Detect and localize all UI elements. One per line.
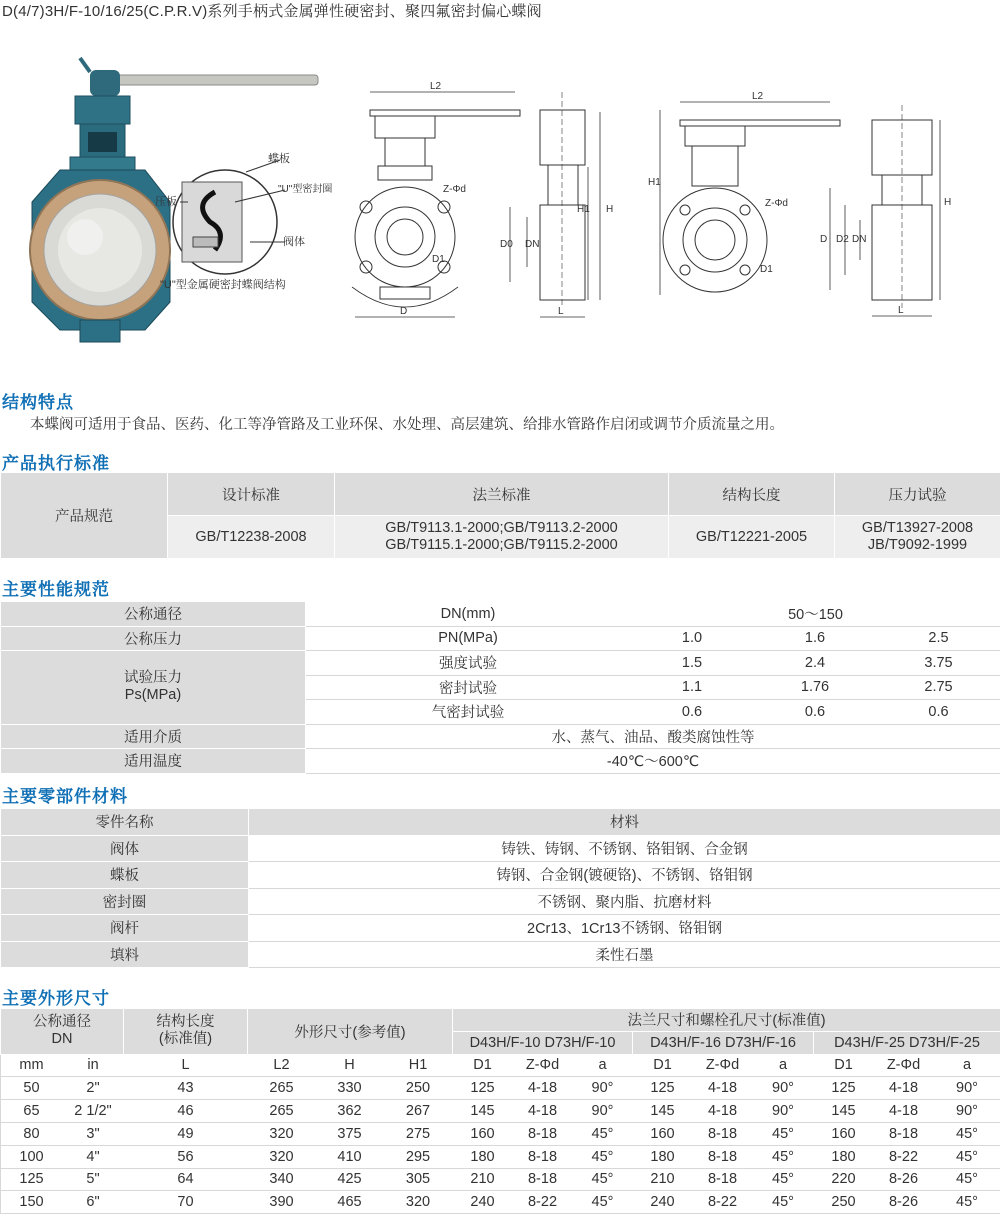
perf-nominal-dia-value: 50～150 — [631, 602, 1000, 627]
dim-label-D-b: D — [820, 234, 828, 245]
dim-header-nominal — [1, 1009, 124, 1055]
dim-unit-cell: Z-Φd — [513, 1054, 573, 1077]
perf-strength-value: 2.4 — [754, 651, 877, 676]
dim-cell: 390 — [248, 1191, 316, 1214]
dim-cell: 45° — [573, 1145, 633, 1168]
dim-header-length-sub: (标准值) — [158, 1031, 213, 1048]
dim-cell: 410 — [316, 1145, 384, 1168]
dim-cell: 70 — [124, 1191, 248, 1214]
dim-cell: 4-18 — [513, 1077, 573, 1100]
dim-cell: 362 — [316, 1100, 384, 1123]
materials-value: 铸钢、合金钢(镀硬铬)、不锈钢、铬钼钢 — [249, 862, 1000, 889]
dim-label-D0: D0 — [500, 239, 513, 250]
perf-nominal-dia-label: 公称通径 — [1, 602, 306, 627]
dim-cell: 4-18 — [874, 1077, 934, 1100]
dim-header-group-16: D43H/F-16 D73H/F-16 — [633, 1031, 814, 1054]
dim-cell: 8-26 — [874, 1191, 934, 1214]
dim-cell: 90° — [934, 1100, 1000, 1123]
perf-pn-value: 1.0 — [631, 626, 754, 651]
perf-nominal-pressure-unit: PN(MPa) — [306, 626, 631, 651]
dim-cell: 340 — [248, 1168, 316, 1191]
dim-label-L2: L2 — [430, 81, 442, 92]
dim-unit-cell: Z-Φd — [693, 1054, 753, 1077]
dim-cell: 210 — [453, 1168, 513, 1191]
dim-body — [1, 1077, 1000, 1214]
perf-test-pressure-unit: Ps(MPa) — [124, 687, 182, 704]
dim-cell: 220 — [814, 1168, 874, 1191]
dim-cell: 2" — [63, 1077, 124, 1100]
perf-seal-value: 2.75 — [877, 675, 1000, 700]
dim-label-H: H — [606, 204, 614, 215]
dim-cell: 4-18 — [693, 1100, 753, 1123]
dim-table-row — [1, 1100, 1000, 1123]
perf-air-seal-value: 0.6 — [631, 700, 754, 725]
dim-cell: 320 — [248, 1145, 316, 1168]
label-u-seal: "U"型密封圈 — [278, 184, 333, 195]
features-text: 本蝶阀可适用于食品、医药、化工等净管路及工业环保、水处理、高层建筑、给排水管路作启闭或调节介质流量之用。 — [30, 417, 784, 433]
standards-header-design: 设计标准 — [168, 473, 335, 516]
perf-temp-value: -40℃～600℃ — [306, 749, 1000, 774]
dim-cell: 160 — [814, 1122, 874, 1145]
valve-product-photo — [10, 52, 340, 352]
dim-unit-cell: D1 — [814, 1054, 874, 1077]
dim-label-H1-b: H1 — [648, 177, 661, 188]
perf-test-pressure-label-text: 试验压力 — [124, 670, 182, 687]
dim-cell: 320 — [384, 1191, 453, 1214]
dim-header-group-25: D43H/F-25 D73H/F-25 — [814, 1031, 1000, 1054]
dim-header-group-10: D43H/F-10 D73H/F-10 — [453, 1031, 633, 1054]
dim-cell: 65 — [1, 1100, 63, 1123]
perf-seal-value: 1.76 — [754, 675, 877, 700]
perf-medium-value: 水、蒸气、油品、酸类腐蚀性等 — [306, 724, 1000, 749]
dim-cell: 45° — [753, 1168, 814, 1191]
dim-cell: 90° — [753, 1100, 814, 1123]
dim-label-DN-b: DN — [852, 234, 867, 245]
dim-cell: 145 — [453, 1100, 513, 1123]
dim-cell: 8-18 — [513, 1168, 573, 1191]
perf-strength-value: 1.5 — [631, 651, 754, 676]
dim-cell: 125 — [1, 1168, 63, 1191]
dim-header-nominal-text: 公称通径 — [33, 1014, 91, 1031]
dim-cell: 45° — [934, 1122, 1000, 1145]
dim-table-row — [1, 1145, 1000, 1168]
dim-cell: 45° — [573, 1191, 633, 1214]
dim-unit-cell: a — [573, 1054, 633, 1077]
dim-label-D1-b: D1 — [760, 264, 773, 275]
dim-cell: 8-18 — [513, 1145, 573, 1168]
perf-nominal-pressure-label: 公称压力 — [1, 626, 306, 651]
dim-label-H1: H1 — [577, 204, 590, 215]
dim-unit-cell: mm — [1, 1054, 63, 1077]
dim-cell: 160 — [633, 1122, 693, 1145]
standards-value-pressure-line1: GB/T13927-2008 — [861, 520, 974, 536]
dim-cell: 45° — [753, 1191, 814, 1214]
label-plate: 蝶板 — [268, 153, 290, 165]
perf-air-seal-value: 0.6 — [754, 700, 877, 725]
standards-value-flange-line1: GB/T9113.1-2000;GB/T9113.2-2000 — [385, 520, 618, 536]
perf-strength-value: 3.75 — [877, 651, 1000, 676]
materials-value: 2Cr13、1Cr13不锈钢、铬钼钢 — [249, 915, 1000, 942]
materials-header-material: 材料 — [249, 809, 1000, 836]
dim-cell: 295 — [384, 1145, 453, 1168]
perf-air-seal-value: 0.6 — [877, 700, 1000, 725]
dim-table-row — [1, 1168, 1000, 1191]
section-title-standards: 产品执行标准 — [2, 454, 110, 473]
dim-cell: 8-26 — [874, 1168, 934, 1191]
perf-seal-label: 密封试验 — [306, 675, 631, 700]
dim-cell: 180 — [814, 1145, 874, 1168]
dim-cell: 250 — [814, 1191, 874, 1214]
dim-cell: 4-18 — [874, 1100, 934, 1123]
dim-cell: 265 — [248, 1077, 316, 1100]
dim-cell: 4-18 — [513, 1100, 573, 1123]
dim-cell: 2 1/2" — [63, 1100, 124, 1123]
dim-label-L-b: L — [898, 305, 904, 316]
dim-cell: 465 — [316, 1191, 384, 1214]
standards-header-pressure: 压力试验 — [835, 473, 1000, 516]
dim-cell: 90° — [573, 1077, 633, 1100]
dim-cell: 45° — [934, 1145, 1000, 1168]
dim-cell: 8-18 — [693, 1145, 753, 1168]
dim-label-Zd-b: Z-Φd — [765, 198, 788, 209]
dim-cell: 45° — [934, 1168, 1000, 1191]
dim-unit-cell: D1 — [453, 1054, 513, 1077]
perf-medium-label: 适用介质 — [1, 724, 306, 749]
dim-label-L: L — [558, 306, 564, 317]
dimensions-table — [0, 1008, 1000, 1214]
dim-header-length — [124, 1009, 248, 1055]
standards-row-label: 产品规范 — [1, 473, 168, 559]
dim-cell: 150 — [1, 1191, 63, 1214]
dim-unit-cell: in — [63, 1054, 124, 1077]
materials-part: 阀杆 — [1, 915, 249, 942]
perf-pn-value: 1.6 — [754, 626, 877, 651]
section-title-features: 结构特点 — [2, 393, 74, 412]
materials-value: 柔性石墨 — [249, 941, 1000, 968]
dim-units-row — [1, 1054, 1000, 1077]
dim-cell: 4-18 — [693, 1077, 753, 1100]
standards-table — [0, 472, 1000, 559]
dim-cell: 43 — [124, 1077, 248, 1100]
standards-value-pressure — [835, 516, 1000, 559]
perf-temp-label: 适用温度 — [1, 749, 306, 774]
dim-cell: 210 — [633, 1168, 693, 1191]
dim-cell: 250 — [384, 1077, 453, 1100]
dim-unit-cell: a — [753, 1054, 814, 1077]
materials-value: 不锈钢、聚内脂、抗磨材料 — [249, 888, 1000, 915]
standards-header-length: 结构长度 — [669, 473, 835, 516]
dim-unit-cell: a — [934, 1054, 1000, 1077]
dim-cell: 265 — [248, 1100, 316, 1123]
dim-cell: 305 — [384, 1168, 453, 1191]
standards-value-design: GB/T12238-2008 — [168, 516, 335, 559]
perf-nominal-dia-unit: DN(mm) — [306, 602, 631, 627]
section-title-performance: 主要性能规范 — [2, 580, 110, 599]
dim-header-length-text: 结构长度 — [156, 1014, 215, 1031]
valve-drawing-front-side — [330, 72, 630, 332]
standards-value-flange-line2: GB/T9115.1-2000;GB/T9115.2-2000 — [385, 537, 618, 553]
performance-table — [0, 601, 1000, 774]
dim-cell: 50 — [1, 1077, 63, 1100]
standards-value-length: GB/T12221-2005 — [669, 516, 835, 559]
dim-cell: 330 — [316, 1077, 384, 1100]
dim-header-flange: 法兰尺寸和螺栓孔尺寸(标准值) — [453, 1009, 1000, 1032]
dim-cell: 80 — [1, 1122, 63, 1145]
dim-cell: 5" — [63, 1168, 124, 1191]
standards-header-flange: 法兰标准 — [335, 473, 669, 516]
materials-part: 密封圈 — [1, 888, 249, 915]
dim-cell: 425 — [316, 1168, 384, 1191]
perf-strength-label: 强度试验 — [306, 651, 631, 676]
dim-cell: 125 — [453, 1077, 513, 1100]
dim-cell: 90° — [573, 1100, 633, 1123]
dim-cell: 8-18 — [693, 1122, 753, 1145]
dim-cell: 90° — [934, 1077, 1000, 1100]
dim-unit-cell: Z-Φd — [874, 1054, 934, 1077]
section-title-materials: 主要零部件材料 — [2, 787, 128, 806]
materials-header-part: 零件名称 — [1, 809, 249, 836]
dim-label-D1: D1 — [432, 254, 445, 265]
dim-cell: 100 — [1, 1145, 63, 1168]
dim-cell: 320 — [248, 1122, 316, 1145]
materials-table — [0, 808, 1000, 968]
standards-value-flange — [335, 516, 669, 559]
dim-cell: 8-18 — [693, 1168, 753, 1191]
perf-test-pressure-label — [1, 651, 306, 725]
label-pressure-plate: 压板 — [155, 196, 177, 208]
dim-cell: 267 — [384, 1100, 453, 1123]
dim-cell: 45° — [934, 1191, 1000, 1214]
dim-cell: 8-22 — [513, 1191, 573, 1214]
label-structure-caption: "U"型金属硬密封蝶阀结构 — [160, 279, 286, 291]
dim-unit-cell: L — [124, 1054, 248, 1077]
label-valve-body: 阀体 — [283, 236, 305, 248]
dim-cell: 8-22 — [874, 1145, 934, 1168]
materials-part: 阀体 — [1, 835, 249, 862]
dim-cell: 375 — [316, 1122, 384, 1145]
dim-cell: 45° — [753, 1145, 814, 1168]
dim-cell: 46 — [124, 1100, 248, 1123]
dim-table-row — [1, 1191, 1000, 1214]
dim-cell: 8-22 — [693, 1191, 753, 1214]
page-title: D(4/7)3H/F-10/16/25(C.P.R.V)系列手柄式金属弹性硬密封、聚四氟密封偏心蝶阀 — [2, 3, 542, 20]
dim-label-H-b: H — [944, 197, 952, 208]
materials-value: 铸铁、铸钢、不锈钢、铬钼钢、合金钢 — [249, 835, 1000, 862]
dim-cell: 240 — [453, 1191, 513, 1214]
dim-header-nominal-sub: DN — [51, 1031, 73, 1048]
dim-cell: 8-18 — [513, 1122, 573, 1145]
valve-drawing-flanged — [640, 80, 990, 330]
dim-cell: 8-18 — [874, 1122, 934, 1145]
perf-seal-value: 1.1 — [631, 675, 754, 700]
dim-cell: 4" — [63, 1145, 124, 1168]
dim-cell: 145 — [814, 1100, 874, 1123]
dim-unit-cell: L2 — [248, 1054, 316, 1077]
dim-label-D2: D2 — [836, 234, 849, 245]
dim-cell: 49 — [124, 1122, 248, 1145]
dim-table-row — [1, 1122, 1000, 1145]
dim-cell: 275 — [384, 1122, 453, 1145]
perf-air-seal-label: 气密封试验 — [306, 700, 631, 725]
standards-value-pressure-line2: JB/T9092-1999 — [867, 537, 968, 553]
dim-unit-cell: H1 — [384, 1054, 453, 1077]
dim-cell: 125 — [633, 1077, 693, 1100]
dim-cell: 3" — [63, 1122, 124, 1145]
dim-header-outline: 外形尺寸(参考值) — [248, 1009, 453, 1055]
dim-unit-cell: D1 — [633, 1054, 693, 1077]
dim-cell: 90° — [753, 1077, 814, 1100]
dim-cell: 64 — [124, 1168, 248, 1191]
dim-table-row — [1, 1077, 1000, 1100]
dim-cell: 145 — [633, 1100, 693, 1123]
dim-cell: 125 — [814, 1077, 874, 1100]
perf-pn-value: 2.5 — [877, 626, 1000, 651]
dim-cell: 180 — [633, 1145, 693, 1168]
dim-label-DN: DN — [525, 239, 540, 250]
materials-part: 蝶板 — [1, 862, 249, 889]
dim-cell: 160 — [453, 1122, 513, 1145]
dim-cell: 6" — [63, 1191, 124, 1214]
dim-label-D-front: D — [400, 306, 408, 317]
dim-cell: 180 — [453, 1145, 513, 1168]
section-title-dimensions: 主要外形尺寸 — [2, 989, 110, 1008]
dim-cell: 45° — [753, 1122, 814, 1145]
dim-cell: 240 — [633, 1191, 693, 1214]
dim-unit-cell: H — [316, 1054, 384, 1077]
dim-cell: 45° — [573, 1122, 633, 1145]
dim-label-Zd: Z-Φd — [443, 184, 466, 195]
dim-cell: 56 — [124, 1145, 248, 1168]
dim-label-L2-b: L2 — [752, 91, 764, 102]
materials-part: 填料 — [1, 941, 249, 968]
dim-cell: 45° — [573, 1168, 633, 1191]
